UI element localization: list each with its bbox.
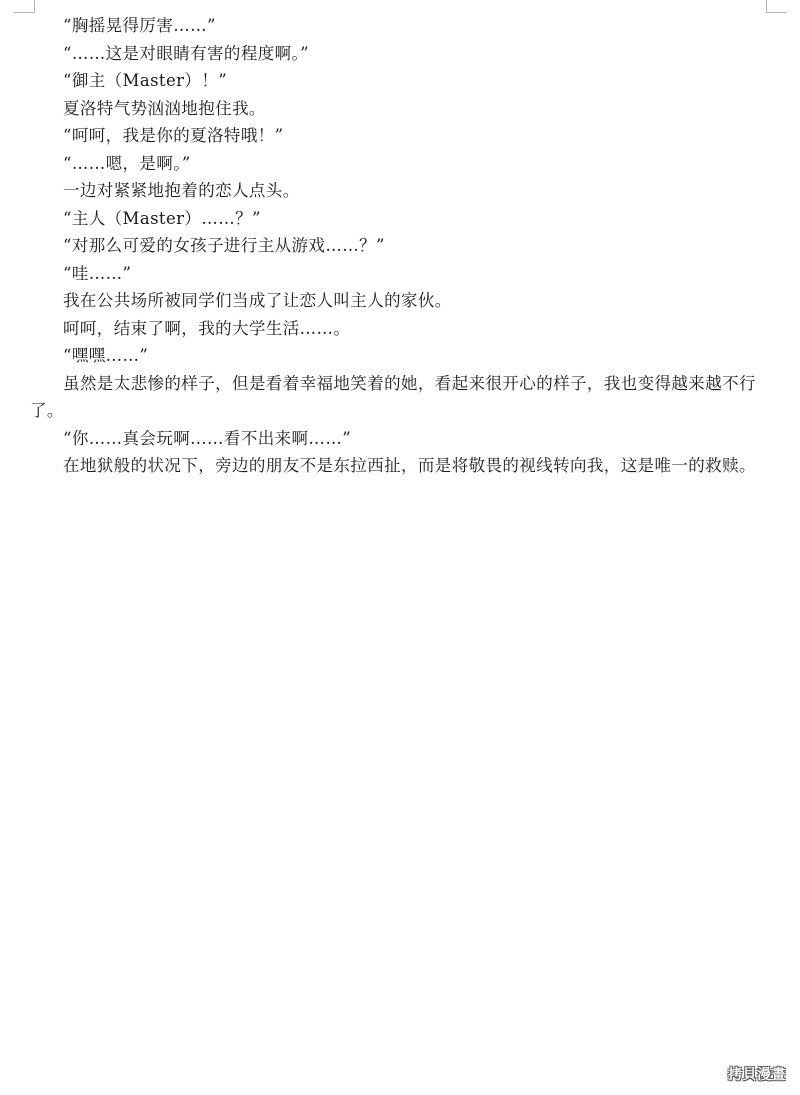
document-body: [30, 12, 770, 480]
paragraph: 我在公共场所被同学们当成了让恋人叫主人的家伙。: [63, 291, 452, 310]
paragraph: 一边对紧紧地抱着的恋人点头。: [63, 181, 300, 200]
paragraph: “呵呵，我是你的夏洛特哦！”: [63, 126, 284, 145]
paragraph: 夏洛特气势汹汹地抱住我。: [63, 98, 266, 118]
paragraph: “哇……”: [63, 263, 132, 283]
paragraph: 呵呵，结束了啊，我的大学生活……。: [63, 318, 351, 338]
paragraph: “……嗯，是啊。”: [63, 153, 191, 173]
paragraph: “你……真会玩啊……看不出来啊……”: [63, 428, 352, 448]
paragraph: “主人（Master）……？”: [63, 208, 261, 228]
paragraph: 虽然是太悲惨的样子，但是看着幸福地笑着的她，看起来很开心的样子，我也变得越来越不行了。: [30, 373, 756, 420]
paragraph: “胸摇晃得厉害……”: [63, 16, 216, 35]
paragraph: 在地狱般的状况下，旁边的朋友不是东拉西扯，而是将敬畏的视线转向我，这是唯一的救赎。: [63, 456, 756, 475]
paragraph: “……这是对眼睛有害的程度啊。”: [63, 43, 310, 63]
watermark-logo: 拷貝漫畫: [728, 1067, 786, 1083]
paragraph: “对那么可爱的女孩子进行主从游戏……？”: [63, 236, 385, 255]
paragraph: “御主（Master）！”: [63, 71, 228, 90]
paragraph: “嘿嘿……”: [63, 346, 149, 365]
